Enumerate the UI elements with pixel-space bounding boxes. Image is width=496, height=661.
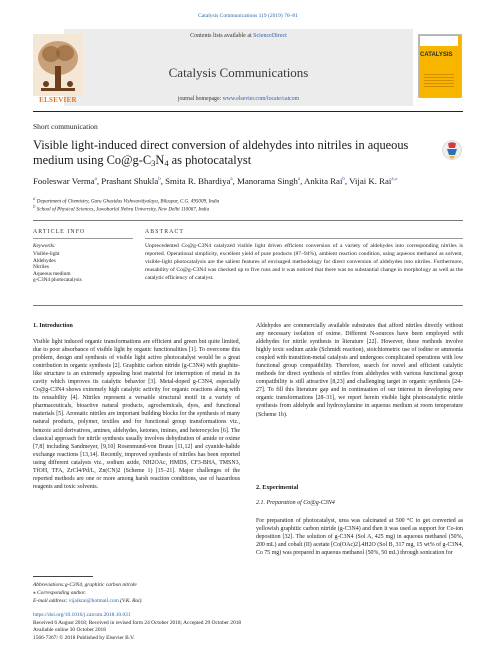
title-subscript-2: 4 [164, 158, 169, 168]
crossmark-icon[interactable] [442, 140, 462, 160]
online-date: Available online 30 October 2018 [33, 627, 106, 634]
abstract-heading: ABSTRACT [145, 229, 185, 235]
keyword-item: Nitriles [33, 264, 49, 271]
title-text-3: as photocatalyst [168, 153, 252, 167]
author-affil-marker[interactable]: a,⁎ [391, 177, 398, 182]
body-paragraph: Aldehydes are commercially available substrates that afford nitriles directly without any necessary isolation of oxime. Different N-sources have been employed with aldehydes for nitrile synthesis in literature [22]. However, these methods involve highly toxic sodium azide (Schmidt reaction), stoichiometric use of iodine or ammonia coupled with transition-metal catalysis and undergoes complicated operations with low functional group compatibility. Therefore, search for novel and efficient catalytic methods for direct synthesis of nitriles from aldehydes with various functional group compatibility is still attractive [8,23] and challenging target in organic synthesis [24–27]. To fill this literature gap and in continuation of our interest in developing new organic transformations [28–31], we report herein visible light photocatalytic nitrile synthesis from aldehyde and hydroxylamine in aqueous medium at room temperature (Scheme 1b). [256, 323, 463, 418]
abstract-text: Unprecedented Co@g-C3N4 catalyzed visible light driven efficient conversion of a variety of aldehydes into corresponding nitriles is reported. Operational simplicity, excellent yield of pure products (87–94%), ambient reaction condition, using aqueous methanol as solvent, visible-light photocatalysis are the salient features of envisaged methodology for direct conversion of aldehydes into nitriles. Furthermore, reusability of Co@g-C3N4 was checked up to five runs and it was noticed that there was no substantial change in morphology as well as the catalytic efficiency of catalyst. [145, 243, 463, 281]
subsection-heading: 2.1. Preparation of Co@g-C3N4 [256, 500, 335, 506]
author-name[interactable]: Smita R. Bhardiya [165, 175, 231, 186]
header-divider [33, 111, 463, 112]
publication-dates [33, 620, 463, 642]
footnote-divider [33, 576, 93, 577]
homepage-prefix: journal homepage: [177, 96, 223, 102]
title-text-2: N [155, 153, 165, 167]
affiliation-marker: a [33, 197, 36, 202]
contents-prefix: Contents lists available at [190, 33, 254, 39]
abstract-bottom-divider [33, 305, 463, 306]
email-link[interactable]: vijaikrai@hotmail.com [68, 598, 119, 604]
author-affil-marker[interactable]: b [342, 177, 345, 182]
keyword-list [33, 251, 133, 284]
keyword-item: Visible-light [33, 251, 60, 257]
article-info-heading: ARTICLE INFO [33, 229, 86, 235]
homepage-link[interactable]: www.elsevier.com/locate/catcom [222, 96, 300, 102]
author-affil-marker[interactable]: a [94, 177, 97, 182]
author-affil-marker[interactable]: b [158, 177, 161, 182]
affiliation [33, 205, 463, 213]
front-matter-divider [33, 220, 463, 221]
author-name[interactable]: Ankita Rai [304, 175, 343, 186]
introduction-heading: 1. Introduction [33, 322, 73, 329]
copyright-line: 1566-7367/ © 2018 Published by Elsevier B.V. [33, 634, 135, 641]
email-suffix: (V.K. Rai). [118, 598, 143, 604]
title-text-1: Visible light-induced direct conversion of aldehydes into nitriles in aqueous medium using Co@g-C [33, 138, 409, 167]
cover-graphic [424, 72, 454, 88]
author-list: Fooleswar Verma$^a$, Prashant Shukla$^b$, Smita R. Bhardiya$^a$, Manorama Singh$^a$, Ankita Rai$^b$, Vijai K. Rai$^{a,⁎}$ [33, 175, 398, 186]
journal-title: Catalysis Communications [168, 65, 309, 80]
affiliation-text: School of Physical Sciences, Jawaharlal Nehru University, New Delhi 110067, India [36, 206, 210, 213]
introduction-text: Visible light induced organic transformations are efficient and green but quite limited, due to poor absorbance of visible light by organic functionalities [1]. To overcome this problem, design and synthesis of visible light active photocatalyst would be a great contribution in organic synthesis [2]. Graphitic carbon nitride (g-C3N4) with graphite-like structure is an extremely appealing host material for interruption of metal in its cavity which improves its catalytic behavior [3]. Metal-doped g-C3N4, especially Co@g-C3N4 shows extremely high catalytic activity for organic reactions along with its reusability [4]. Nitriles represent a versatile structural motif in a variety of pharmaceuticals, bioactive natural products, agrochemicals, dyes, and functional materials [5]. Aromatic nitriles are important building blocks for the synthesis of many natural products, polymer, textiles and for functional group transformations viz., benzoic acid derivatives, amines, aldehydes, ketones, imines, and heterocycles [6]. The classical approach for nitrile synthesis usually involves dehydration of amide or oxime [7,8] including Sandmeyer, [9,10] Rosenmund-von Braun [11,12] and cyanide-halide exchange reactions [13,14]. Recently, improved synthesis of nitriles has been reported using different catalysts viz., sodium azide, NH2OAc, HMDS, CF3-BHA, TMSN3, TfOH, TFA, ZrCl4/Pd/L, Zn(CN)2 (Scheme 1) [15–21]. Major challenges of the reported methods are one or more among harsh reaction conditions, use of hazardous reagents and toxic solvents. [33, 339, 240, 490]
affiliation-marker: b [33, 205, 36, 210]
abbreviations-footnote: Abbreviations:g-C3N4, graphitic carbon nitride [33, 582, 137, 588]
article-title [33, 138, 433, 171]
body-paragraph: For preparation of photocatalyst, urea was calcinated at 500 °C to get converted as yellowish graphitic carbon nitride (g-C3N4) and then it was used as support for Co-ion deposition [32]. The solution of g-C3N4 (Sol A, 425 mg) in aqueous methanol (50%, 200 mL) and cobalt (II) acetate [Co(OAc)2].4H2O (Sol B, 317 mg, 15 wt% of g-C3N4, Co 75 mg) was prepared in aqueous methanol (50%, 50 mL) through sonication for [256, 518, 463, 557]
sciencedirect-link[interactable]: ScienceDirect [253, 33, 287, 39]
article-info-divider [33, 238, 133, 239]
received-dates: Received 6 August 2018; Received in revised form 24 October 2018; Accepted 29 October 2018 [33, 620, 242, 626]
email-footnote [33, 598, 283, 604]
author-name[interactable]: Prashant Shukla [101, 175, 159, 186]
affiliation-text: Department of Chemistry, Guru Ghasidas Vishwavidyalaya, Bilaspur, C.G. 495009, India [36, 198, 220, 205]
article-section-type: Short communication [33, 122, 98, 131]
email-label: E-mail address: [33, 598, 69, 604]
corresponding-author-footnote: ⁎ Corresponding author. [33, 590, 86, 596]
keyword-item: g-C3N4 photocatalysis [33, 277, 82, 284]
author-name[interactable]: Fooleswar Verma [33, 175, 95, 186]
title-subscript-1: 3 [151, 158, 156, 168]
journal-homepage [64, 96, 413, 102]
author-affil-marker[interactable]: a [230, 177, 233, 182]
contents-line [64, 33, 413, 39]
elsevier-tree-logo [33, 34, 83, 96]
keyword-item: Aldehydes [33, 257, 56, 264]
author-affil-marker[interactable]: a [297, 177, 301, 182]
author-name[interactable]: Vijai K. Rai [349, 175, 392, 186]
affiliation [33, 197, 463, 205]
author-name[interactable]: Manorama Singh [237, 175, 298, 186]
elsevier-wordmark[interactable]: ELSEVIER [39, 96, 77, 104]
abstract-divider [145, 238, 463, 239]
journal-citation[interactable]: Catalysis Communications 119 (2019) 76–81 [198, 13, 298, 19]
doi-link[interactable]: https://doi.org/10.1016/j.catcom.2018.10.031 [33, 612, 131, 618]
cover-header-band [420, 36, 458, 46]
cover-title: CATALYSIS [420, 52, 453, 58]
keyword-item: Aqueous medium [33, 270, 71, 277]
keywords-label: Keywords: [33, 243, 56, 249]
experimental-heading: 2. Experimental [256, 484, 299, 491]
